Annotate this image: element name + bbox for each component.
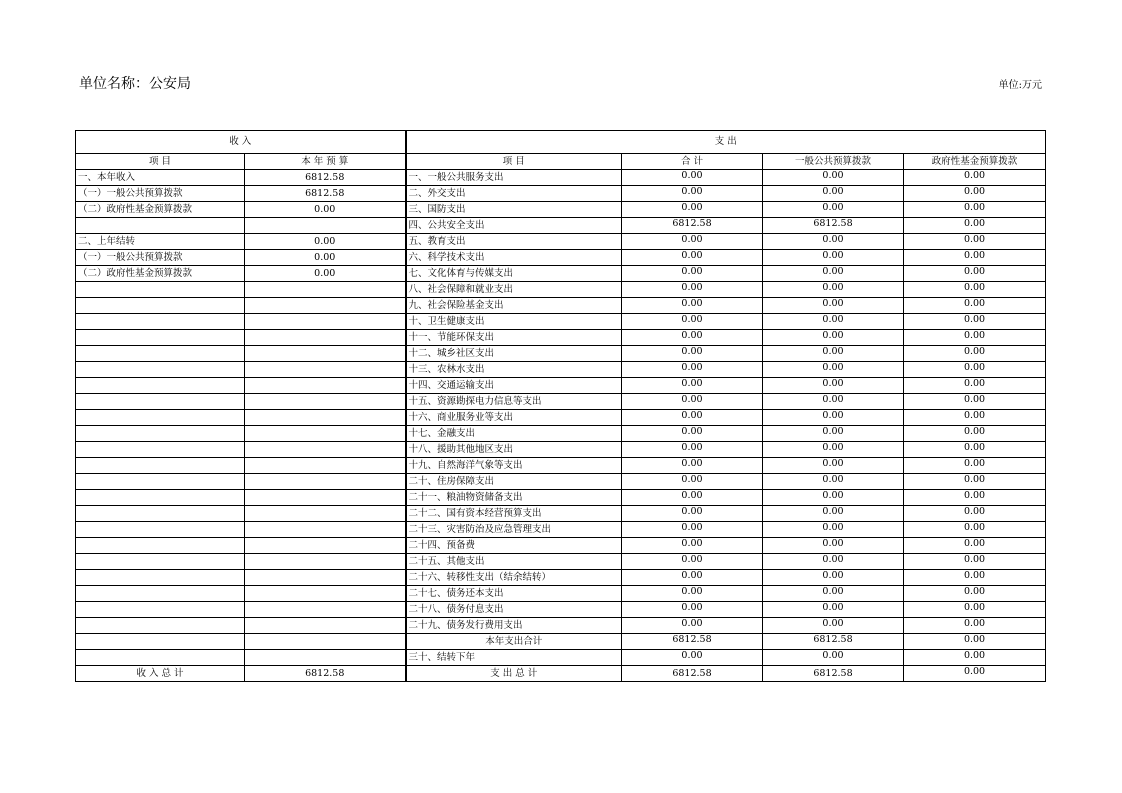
expense-total-cell: 0.00: [622, 554, 763, 570]
table-row: [76, 490, 1046, 506]
income-budget-cell: [245, 554, 406, 570]
expense-fund-cell: 0.00: [904, 346, 1046, 362]
income-item-cell: [76, 474, 245, 490]
expense-total-cell: 6812.58: [622, 218, 763, 234]
expense-total-cell: 0.00: [622, 602, 763, 618]
expense-fund-cell: 0.00: [904, 186, 1046, 202]
expense-total-cell: 0.00: [622, 298, 763, 314]
expense-fund-cell: 0.00: [904, 522, 1046, 538]
table-row: [76, 410, 1046, 426]
expense-item-cell: 七、文化体育与传媒支出: [406, 266, 622, 282]
expense-fund-cell: 0.00: [904, 394, 1046, 410]
expense-fund-header: 政府性基金预算拨款: [904, 154, 1046, 170]
expense-general-cell: 0.00: [763, 298, 904, 314]
expense-general-cell: 0.00: [763, 442, 904, 458]
table-row: [76, 330, 1046, 346]
income-item-cell: [76, 570, 245, 586]
expense-fund-cell: 0.00: [904, 650, 1046, 666]
income-budget-cell: [245, 298, 406, 314]
expense-fund-cell: 0.00: [904, 170, 1046, 186]
income-budget-cell: [245, 314, 406, 330]
income-item-header: 项 目: [76, 154, 245, 170]
income-budget-cell: [245, 442, 406, 458]
table-row: [76, 202, 1046, 218]
expense-fund-cell: 0.00: [904, 554, 1046, 570]
income-item-cell: [76, 394, 245, 410]
income-grand-total-label: 收 入 总 计: [76, 666, 245, 682]
income-item-cell: [76, 634, 245, 650]
expense-item-cell: 九、社会保险基金支出: [406, 298, 622, 314]
expense-fund-cell: 0.00: [904, 474, 1046, 490]
income-budget-cell: 0.00: [245, 234, 406, 250]
expense-total-cell: 0.00: [622, 426, 763, 442]
expense-item-cell: 十七、金融支出: [406, 426, 622, 442]
income-budget-cell: [245, 362, 406, 378]
table-row: [76, 554, 1046, 570]
income-budget-cell: [245, 378, 406, 394]
income-item-cell: [76, 314, 245, 330]
expense-general-cell: 0.00: [763, 362, 904, 378]
table-row: [76, 522, 1046, 538]
income-item-cell: [76, 586, 245, 602]
expense-total-cell: 0.00: [622, 618, 763, 634]
expense-fund-cell: 0.00: [904, 202, 1046, 218]
expense-general-header: 一般公共预算拨款: [763, 154, 904, 170]
table-row: [76, 650, 1046, 666]
expense-total-cell: 0.00: [622, 506, 763, 522]
expense-item-cell: 二十一、粮油物资储备支出: [406, 490, 622, 506]
table-row: [76, 442, 1046, 458]
expense-item-cell: 一、一般公共服务支出: [406, 170, 622, 186]
income-item-cell: [76, 506, 245, 522]
expense-fund-cell: 0.00: [904, 490, 1046, 506]
expense-fund-cell: 0.00: [904, 282, 1046, 298]
income-item-cell: [76, 522, 245, 538]
expense-item-header: 项 目: [406, 154, 622, 170]
expense-item-cell: 二十、住房保障支出: [406, 474, 622, 490]
expense-grand-total-label: 支 出 总 计: [406, 666, 622, 682]
income-item-cell: （二）政府性基金预算拨款: [76, 266, 245, 282]
expense-total-cell: 0.00: [622, 330, 763, 346]
table-row: [76, 538, 1046, 554]
table-row: [76, 186, 1046, 202]
expense-total-cell: 0.00: [622, 458, 763, 474]
income-budget-cell: 0.00: [245, 250, 406, 266]
expense-item-cell: 十六、商业服务业等支出: [406, 410, 622, 426]
income-budget-cell: [245, 522, 406, 538]
expense-fund-cell: 0.00: [904, 634, 1046, 650]
table-row: [76, 346, 1046, 362]
expense-total-cell: 6812.58: [622, 634, 763, 650]
expense-item-cell: 二十四、预备费: [406, 538, 622, 554]
expense-total-cell: 0.00: [622, 490, 763, 506]
income-item-cell: [76, 362, 245, 378]
expense-general-cell: 0.00: [763, 618, 904, 634]
expense-general-cell: 0.00: [763, 650, 904, 666]
section-header-row: [76, 131, 1046, 154]
income-item-cell: [76, 298, 245, 314]
expense-fund-cell: 0.00: [904, 362, 1046, 378]
expense-fund-cell: 0.00: [904, 618, 1046, 634]
income-item-cell: [76, 282, 245, 298]
income-budget-cell: [245, 586, 406, 602]
table-row: [76, 170, 1046, 186]
expense-fund-cell: 0.00: [904, 426, 1046, 442]
table-row: [76, 602, 1046, 618]
expense-item-cell: 十四、交通运输支出: [406, 378, 622, 394]
expense-total-header: 合 计: [622, 154, 763, 170]
expense-fund-cell: 0.00: [904, 586, 1046, 602]
expense-fund-cell: 0.00: [904, 266, 1046, 282]
table-row: [76, 298, 1046, 314]
income-item-cell: （一）一般公共预算拨款: [76, 250, 245, 266]
income-section-header: 收 入: [76, 131, 406, 154]
table-row: [76, 266, 1046, 282]
expense-fund-grand-total: 0.00: [904, 666, 1046, 682]
table-row: [76, 458, 1046, 474]
income-budget-cell: [245, 426, 406, 442]
expense-general-cell: 0.00: [763, 282, 904, 298]
expense-item-cell: 二十五、其他支出: [406, 554, 622, 570]
income-budget-cell: [245, 506, 406, 522]
expense-total-cell: 0.00: [622, 570, 763, 586]
income-item-cell: [76, 378, 245, 394]
income-budget-header: 本 年 预 算: [245, 154, 406, 170]
income-budget-cell: [245, 490, 406, 506]
expense-item-cell: 二十七、债务还本支出: [406, 586, 622, 602]
table-row: [76, 474, 1046, 490]
income-item-cell: [76, 458, 245, 474]
income-budget-cell: [245, 458, 406, 474]
expense-fund-cell: 0.00: [904, 250, 1046, 266]
expense-item-cell: 十二、城乡社区支出: [406, 346, 622, 362]
expense-item-cell: 本年支出合计: [406, 634, 622, 650]
expense-general-cell: 0.00: [763, 410, 904, 426]
expense-item-cell: 十八、援助其他地区支出: [406, 442, 622, 458]
expense-general-cell: 0.00: [763, 554, 904, 570]
expense-fund-cell: 0.00: [904, 234, 1046, 250]
expense-item-cell: 三、国防支出: [406, 202, 622, 218]
expense-total-cell: 0.00: [622, 378, 763, 394]
income-budget-cell: [245, 282, 406, 298]
expense-total-cell: 0.00: [622, 266, 763, 282]
expense-general-cell: 0.00: [763, 234, 904, 250]
table-row: [76, 426, 1046, 442]
expense-general-cell: 0.00: [763, 506, 904, 522]
expense-general-cell: 0.00: [763, 378, 904, 394]
expense-total-cell: 0.00: [622, 186, 763, 202]
expense-total-cell: 0.00: [622, 170, 763, 186]
expense-fund-cell: 0.00: [904, 506, 1046, 522]
income-budget-cell: 0.00: [245, 202, 406, 218]
expense-general-cell: 0.00: [763, 170, 904, 186]
table-row: [76, 570, 1046, 586]
expense-item-cell: 十九、自然海洋气象等支出: [406, 458, 622, 474]
table-row: [76, 586, 1046, 602]
expense-fund-cell: 0.00: [904, 458, 1046, 474]
income-budget-cell: [245, 410, 406, 426]
expense-item-cell: 十五、资源勘探电力信息等支出: [406, 394, 622, 410]
table-row: [76, 250, 1046, 266]
expense-item-cell: 十、卫生健康支出: [406, 314, 622, 330]
expense-general-grand-total: 6812.58: [763, 666, 904, 682]
expense-general-cell: 0.00: [763, 330, 904, 346]
expense-total-cell: 0.00: [622, 346, 763, 362]
expense-section-header: 支 出: [406, 131, 1046, 154]
expense-total-cell: 0.00: [622, 282, 763, 298]
currency-unit: 单位:万元: [998, 80, 1042, 91]
expense-general-cell: 0.00: [763, 314, 904, 330]
expense-total-cell: 0.00: [622, 234, 763, 250]
expense-general-cell: 0.00: [763, 474, 904, 490]
table-row: [76, 394, 1046, 410]
expense-total-cell: 0.00: [622, 522, 763, 538]
income-item-cell: [76, 218, 245, 234]
expense-item-cell: 二十六、转移性支出（结余结转）: [406, 570, 622, 586]
income-item-cell: 一、本年收入: [76, 170, 245, 186]
expense-general-cell: 0.00: [763, 490, 904, 506]
income-item-cell: [76, 442, 245, 458]
expense-fund-cell: 0.00: [904, 538, 1046, 554]
income-budget-cell: [245, 330, 406, 346]
expense-total-cell: 0.00: [622, 586, 763, 602]
income-budget-cell: [245, 394, 406, 410]
expense-total-cell: 0.00: [622, 202, 763, 218]
expense-fund-cell: 0.00: [904, 570, 1046, 586]
income-budget-cell: 0.00: [245, 266, 406, 282]
expense-total-cell: 0.00: [622, 442, 763, 458]
expense-item-cell: 二十八、债务付息支出: [406, 602, 622, 618]
table-row: [76, 378, 1046, 394]
expense-fund-cell: 0.00: [904, 330, 1046, 346]
table-row: [76, 218, 1046, 234]
expense-general-cell: 0.00: [763, 586, 904, 602]
budget-table: [75, 130, 1046, 682]
expense-general-cell: 0.00: [763, 202, 904, 218]
expense-total-cell: 0.00: [622, 314, 763, 330]
expense-general-cell: 6812.58: [763, 218, 904, 234]
expense-total-cell: 0.00: [622, 362, 763, 378]
income-grand-total-value: 6812.58: [245, 666, 406, 682]
expense-fund-cell: 0.00: [904, 410, 1046, 426]
grand-total-row: [76, 666, 1046, 682]
expense-item-cell: 二十二、国有资本经营预算支出: [406, 506, 622, 522]
expense-total-cell: 0.00: [622, 538, 763, 554]
expense-total-cell: 0.00: [622, 650, 763, 666]
expense-general-cell: 0.00: [763, 186, 904, 202]
table-row: [76, 314, 1046, 330]
income-budget-cell: [245, 346, 406, 362]
income-item-cell: [76, 602, 245, 618]
expense-fund-cell: 0.00: [904, 378, 1046, 394]
income-item-cell: [76, 330, 245, 346]
expense-fund-cell: 0.00: [904, 298, 1046, 314]
income-item-cell: [76, 426, 245, 442]
income-item-cell: 二、上年结转: [76, 234, 245, 250]
table-row: [76, 506, 1046, 522]
expense-fund-cell: 0.00: [904, 218, 1046, 234]
expense-general-cell: 0.00: [763, 538, 904, 554]
column-header-row: [76, 154, 1046, 170]
expense-total-cell: 0.00: [622, 250, 763, 266]
expense-general-cell: 0.00: [763, 346, 904, 362]
expense-item-cell: 六、科学技术支出: [406, 250, 622, 266]
table-row: [76, 234, 1046, 250]
expense-general-cell: 0.00: [763, 426, 904, 442]
income-budget-cell: 6812.58: [245, 170, 406, 186]
income-budget-cell: [245, 570, 406, 586]
table-row: [76, 618, 1046, 634]
income-budget-cell: [245, 602, 406, 618]
table-row: [76, 634, 1046, 650]
expense-total-cell: 0.00: [622, 394, 763, 410]
expense-item-cell: 二十九、债务发行费用支出: [406, 618, 622, 634]
expense-item-cell: 五、教育支出: [406, 234, 622, 250]
expense-general-cell: 0.00: [763, 266, 904, 282]
expense-item-cell: 二、外交支出: [406, 186, 622, 202]
table-row: [76, 282, 1046, 298]
income-budget-cell: [245, 634, 406, 650]
income-item-cell: （一）一般公共预算拨款: [76, 186, 245, 202]
income-budget-cell: 6812.58: [245, 186, 406, 202]
expense-item-cell: 三十、结转下年: [406, 650, 622, 666]
expense-general-cell: 0.00: [763, 570, 904, 586]
expense-general-cell: 0.00: [763, 394, 904, 410]
income-item-cell: [76, 346, 245, 362]
income-budget-cell: [245, 538, 406, 554]
expense-item-cell: 十一、节能环保支出: [406, 330, 622, 346]
income-budget-cell: [245, 650, 406, 666]
income-item-cell: [76, 538, 245, 554]
expense-general-cell: 0.00: [763, 522, 904, 538]
income-budget-cell: [245, 474, 406, 490]
expense-total-cell: 0.00: [622, 410, 763, 426]
expense-fund-cell: 0.00: [904, 602, 1046, 618]
expense-item-cell: 二十三、灾害防治及应急管理支出: [406, 522, 622, 538]
income-item-cell: [76, 410, 245, 426]
income-item-cell: [76, 490, 245, 506]
expense-general-cell: 0.00: [763, 602, 904, 618]
expense-fund-cell: 0.00: [904, 314, 1046, 330]
expense-item-cell: 四、公共安全支出: [406, 218, 622, 234]
expense-general-cell: 0.00: [763, 458, 904, 474]
expense-grand-total-value: 6812.58: [622, 666, 763, 682]
income-budget-cell: [245, 218, 406, 234]
expense-item-cell: 十三、农林水支出: [406, 362, 622, 378]
table-row: [76, 362, 1046, 378]
expense-total-cell: 0.00: [622, 474, 763, 490]
unit-name-title: 单位名称：公安局: [79, 76, 191, 92]
expense-general-cell: 0.00: [763, 250, 904, 266]
income-budget-cell: [245, 618, 406, 634]
expense-general-cell: 6812.58: [763, 634, 904, 650]
income-item-cell: [76, 554, 245, 570]
income-item-cell: [76, 650, 245, 666]
expense-item-cell: 八、社会保障和就业支出: [406, 282, 622, 298]
income-item-cell: [76, 618, 245, 634]
expense-fund-cell: 0.00: [904, 442, 1046, 458]
income-item-cell: （二）政府性基金预算拨款: [76, 202, 245, 218]
